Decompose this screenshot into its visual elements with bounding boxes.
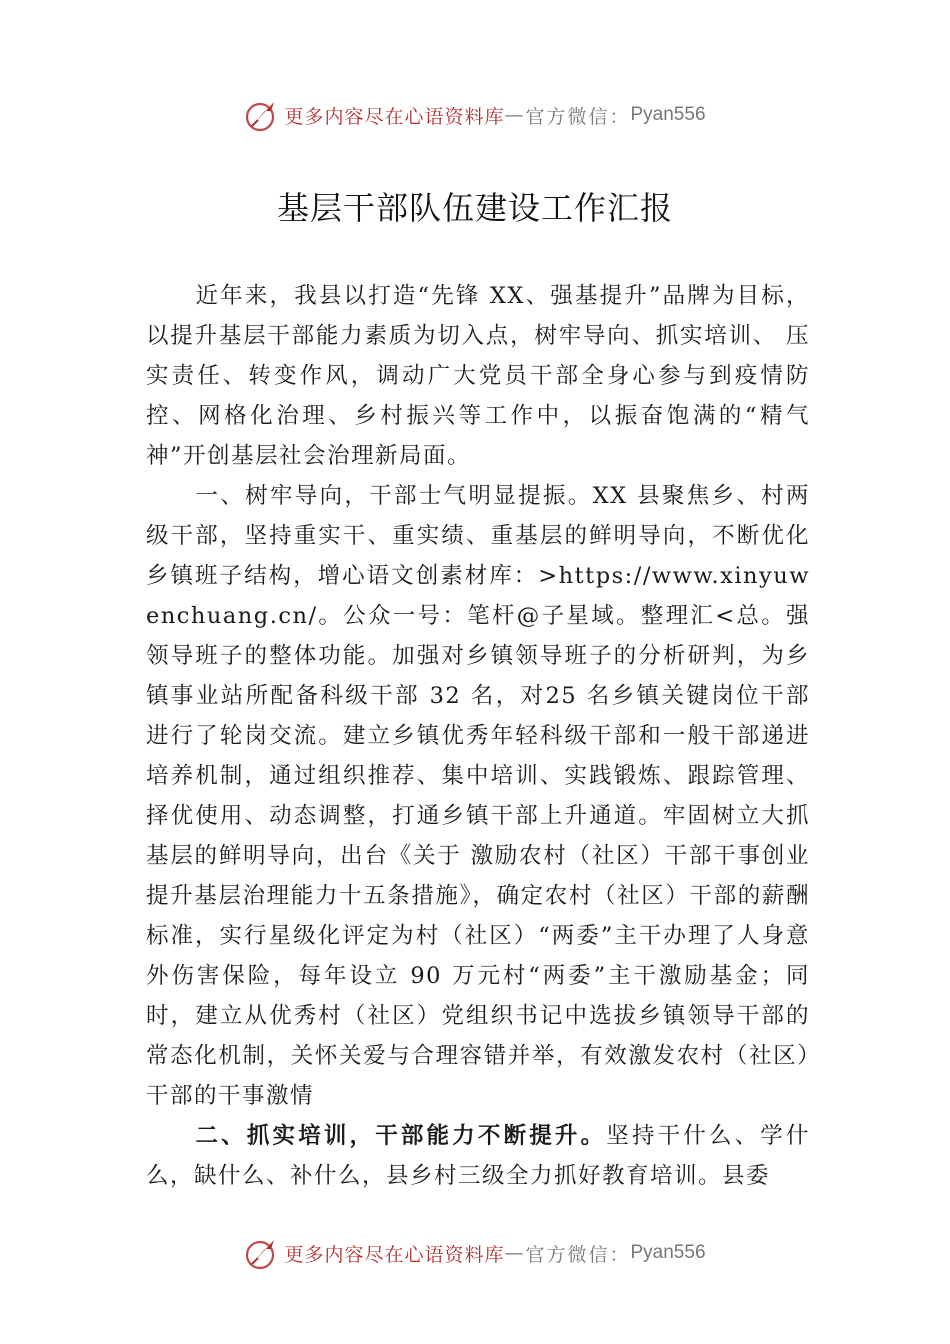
watermark-brand: 更多内容尽在心语资料库 (284, 1243, 505, 1266)
document-title: 基层干部队伍建设工作汇报 (276, 189, 673, 227)
watermark-wechat-id: Pyan556 (630, 1242, 706, 1263)
watermark-brand: 更多内容尽在心语资料库 (284, 105, 505, 128)
paragraph-section-one: 一、树牢导向，干部士气明显提振。XX 县聚焦乡、村两级干部，坚持重实干、重实绩、重基层的鲜明导向，不断优化乡镇班子结构，增心语文创素材库：>https://www.xinyuwenchuang.cn/。公众一号：笔杆@子星域。整理汇<总。强领导班子的整体功能。加强对乡镇领导班子的分析研判，为乡镇事业站所配备科级干部 32 名，对25 名乡镇关键岗位干部进行了轮岗交流。建立乡镇优秀年轻科级干部和一般干部递进培养机制，通过组织推荐、集中培训、实践锻炼、跟踪管理、择优使用、动态调整，打通乡镇干部上升通道。牢固树立大抓基层的鲜明导向，出台《关于 激励农村（社区）干部干事创业提升基层治理能力十五条措施》，确定农村（社区）干部的薪酬标准，实行星级化评定为村（社区）“两委”主干办理了人身意外伤害保险，每年设立 90 万元村“两委”主干激励基金；同时，建立从优秀村（社区）党组织书记中选拔乡镇领导干部的常态化机制，关怀关爱与合理容错并举，有效激发农村（社区）干部的干事激情 (146, 483, 810, 1109)
watermark-separator: — (504, 1242, 526, 1264)
section-two-text: 坚持干什么、学什么，缺什么、补什么，县乡村三级全力抓好教育培训。县委 (146, 1123, 810, 1189)
footer-watermark (0, 1233, 950, 1273)
header-watermark (0, 95, 950, 135)
watermark-separator: — (504, 104, 526, 126)
paragraph-intro: 近年来，我县以打造“先锋 XX、强基提升”品牌为目标，以提升基层干部能力素质为切入点，树牢导向、抓实培训、 压实责任、转变作风，调动广大党员干部全身心参与到疫情防控、网格化治理、乡村振兴等工作中，以振奋饱满的“精气神”开创基层社会治理新局面。 (146, 283, 810, 469)
watermark-wechat-label: 官方微信： (525, 1243, 631, 1266)
watermark-wechat-id: Pyan556 (630, 104, 706, 125)
section-two-heading: 二、抓实培训，干部能力不断提升。 (195, 1123, 607, 1149)
document-body (146, 276, 810, 1196)
quill-logo-icon (244, 1235, 280, 1271)
quill-logo-icon (244, 97, 280, 133)
watermark-wechat-label: 官方微信： (525, 105, 631, 128)
paragraph-section-two (146, 1116, 810, 1196)
